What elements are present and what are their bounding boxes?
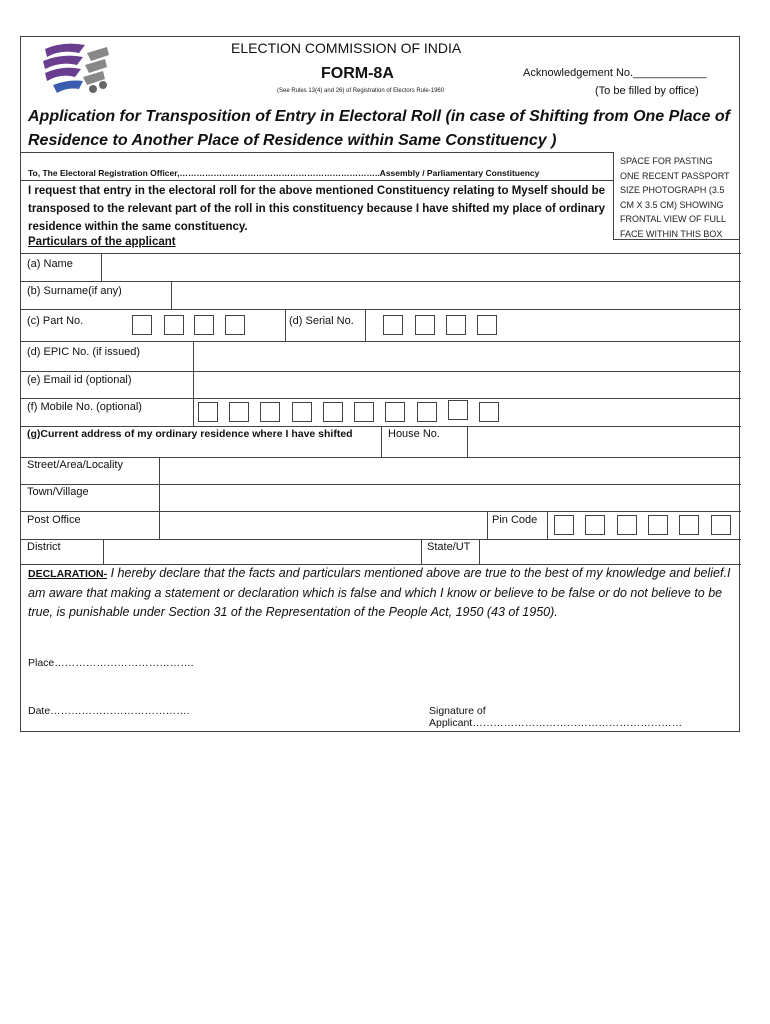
mobile-digit-box[interactable] xyxy=(292,402,312,422)
serial-no-digit-box[interactable] xyxy=(477,315,497,335)
house-no-label: House No. xyxy=(388,428,440,440)
pin-code-digit-box[interactable] xyxy=(648,515,668,535)
serial-no-digit-box[interactable] xyxy=(383,315,403,335)
request-text: I request that entry in the electoral roll for the above mentioned Constituency relating to Myself should be transposed to the relevant part of the roll in this constituency because I have shifted my place of ordinary residence within the same constituency. xyxy=(28,185,606,233)
street-field[interactable] xyxy=(160,458,740,484)
divider xyxy=(21,180,613,181)
post-office-label: Post Office xyxy=(27,514,81,526)
eci-logo-icon xyxy=(33,39,115,99)
divider xyxy=(421,539,422,564)
mobile-digit-box[interactable] xyxy=(229,402,249,422)
divider xyxy=(547,511,548,539)
form-title: Application for Transposition of Entry in Electoral Roll (in case of Shifting from One Place of Residence to Another Place of Residence within Same Constituency ) xyxy=(28,108,730,149)
pin-code-digit-box[interactable] xyxy=(617,515,637,535)
declaration-heading: DECLARATION- xyxy=(28,568,108,580)
mobile-digit-box[interactable] xyxy=(479,402,499,422)
serial-no-digit-box[interactable] xyxy=(446,315,466,335)
office-note: (To be filled by office) xyxy=(595,85,699,97)
pin-code-digit-box[interactable] xyxy=(585,515,605,535)
pin-code-label: Pin Code xyxy=(492,514,538,526)
divider xyxy=(365,309,366,341)
pin-code-digit-box[interactable] xyxy=(711,515,731,535)
district-field[interactable] xyxy=(104,540,420,564)
mobile-digit-box[interactable] xyxy=(260,402,280,422)
mobile-digit-box[interactable] xyxy=(417,402,437,422)
part-no-label: (c) Part No. xyxy=(27,315,84,327)
form-number: FORM-8A xyxy=(321,65,394,82)
organization-name: ELECTION COMMISSION OF INDIA xyxy=(231,40,462,56)
current-address-label: (g)Current address of my ordinary residence where I have shifted xyxy=(27,428,353,440)
mobile-digit-box[interactable] xyxy=(385,402,405,422)
part-no-digit-box[interactable] xyxy=(164,315,184,335)
district-label: District xyxy=(27,541,61,553)
divider xyxy=(21,309,741,310)
signature-line[interactable]: Signature of Applicant…………………………………………………… xyxy=(429,705,683,729)
serial-no-label: (d) Serial No. xyxy=(289,315,354,327)
name-label: (a) Name xyxy=(27,258,73,270)
divider xyxy=(381,426,382,457)
house-no-field[interactable] xyxy=(468,427,740,457)
mobile-digit-box[interactable] xyxy=(198,402,218,422)
surname-field[interactable] xyxy=(172,282,740,309)
divider xyxy=(487,511,488,539)
divider xyxy=(285,309,286,341)
divider xyxy=(21,398,741,399)
town-field[interactable] xyxy=(160,485,740,511)
mobile-label: (f) Mobile No. (optional) xyxy=(27,401,142,413)
addressee-line: To, The Electoral Registration Officer,……………………………………………………………..Assembly / Parliamentary Constituency xyxy=(28,168,540,178)
surname-label: (b) Surname(if any) xyxy=(27,285,122,297)
serial-no-digit-box[interactable] xyxy=(415,315,435,335)
particulars-heading: Particulars of the applicant xyxy=(28,236,176,248)
photo-box[interactable]: SPACE FOR PASTING ONE RECENT PASSPORT SIZE PHOTOGRAPH (3.5 CM X 3.5 CM) SHOWING FRONTAL VIEW OF FULL FACE WITHIN THIS BOX xyxy=(613,152,740,240)
name-field[interactable] xyxy=(102,254,740,281)
divider xyxy=(21,152,613,153)
mobile-digit-box[interactable] xyxy=(354,402,374,422)
epic-no-label: (d) EPIC No. (if issued) xyxy=(27,346,141,358)
rules-note: (See Rules 13(4) and 26) of Registration of Electors Rule-1960 xyxy=(277,88,445,94)
divider xyxy=(193,398,194,426)
part-no-digit-box[interactable] xyxy=(194,315,214,335)
epic-no-field[interactable] xyxy=(194,342,740,371)
mobile-digit-box[interactable] xyxy=(323,402,343,422)
pin-code-digit-box[interactable] xyxy=(554,515,574,535)
part-no-digit-box[interactable] xyxy=(225,315,245,335)
part-no-digit-box[interactable] xyxy=(132,315,152,335)
state-label: State/UT xyxy=(427,541,471,553)
email-field[interactable] xyxy=(194,372,740,398)
state-field[interactable] xyxy=(480,540,740,564)
post-office-field[interactable] xyxy=(160,512,486,539)
place-line[interactable]: Place…………………………………. xyxy=(28,657,194,669)
declaration xyxy=(28,564,733,622)
acknowledgement-number: Acknowledgement No.____________ xyxy=(523,67,707,79)
email-label: (e) Email id (optional) xyxy=(27,374,132,386)
mobile-digit-box[interactable] xyxy=(448,400,468,420)
date-line[interactable]: Date…………………………………. xyxy=(28,705,190,717)
pin-code-digit-box[interactable] xyxy=(679,515,699,535)
street-label: Street/Area/Locality xyxy=(27,459,123,471)
declaration-text: I hereby declare that the facts and particulars mentioned above are true to the best of my knowledge and belief.I am aware that making a statement or declaration which is false and which I know or believe to be false or do not believe to be true, is punishable under Section 31 of the Representation of the People Act, 1950 (43 of 1950). xyxy=(28,566,731,619)
town-label: Town/Village xyxy=(27,486,89,498)
form-8a xyxy=(20,36,740,732)
